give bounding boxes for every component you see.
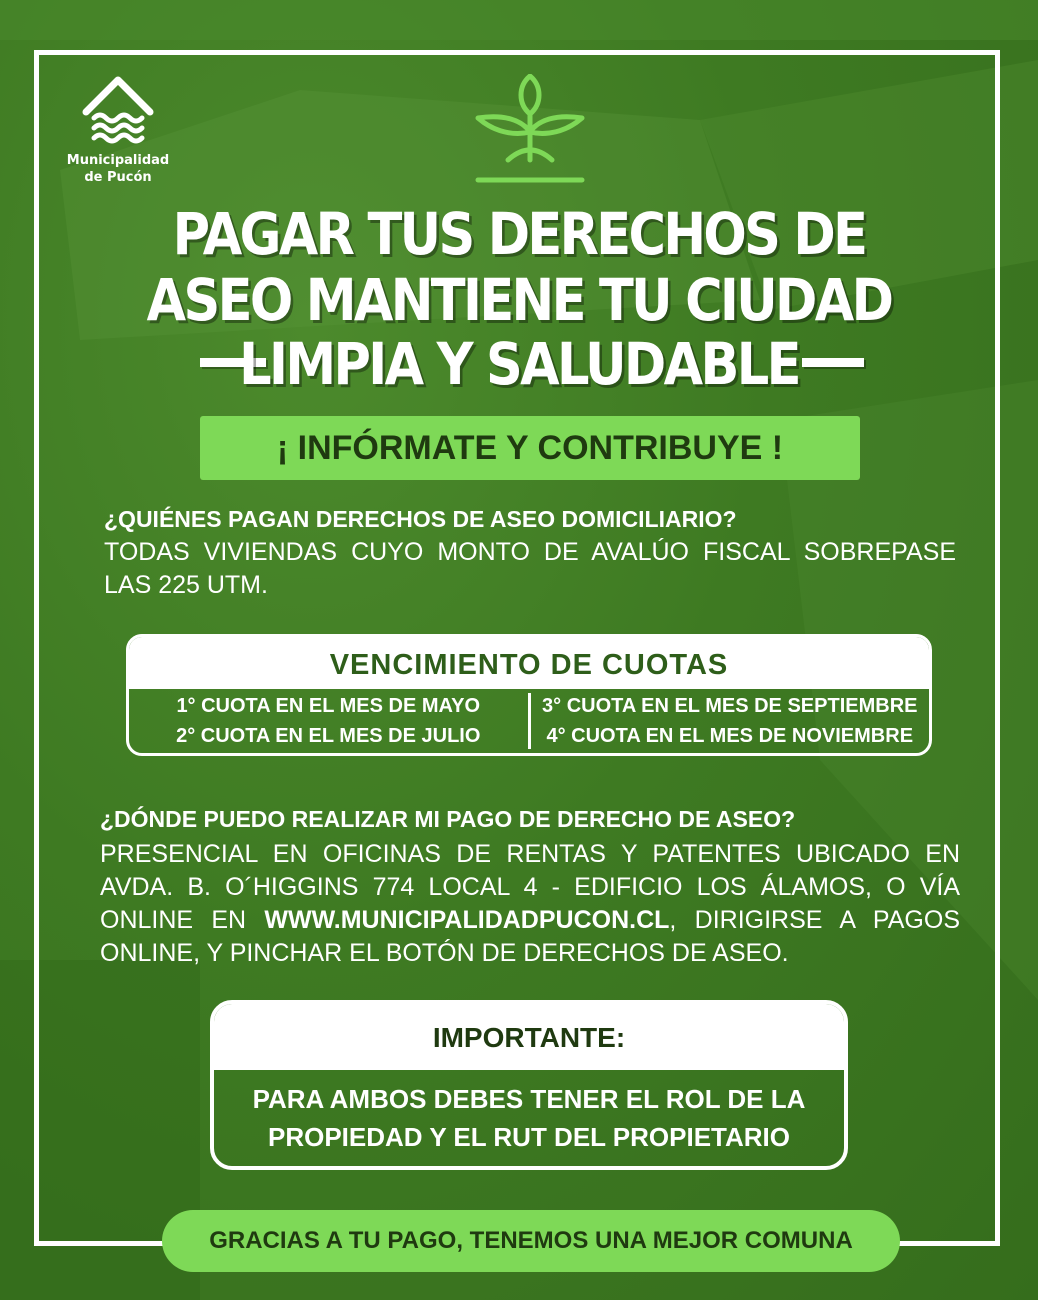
municipality-logo bbox=[58, 72, 178, 186]
due-dates-card bbox=[126, 634, 932, 756]
who-pays-question: ¿QUIÉNES PAGAN DERECHOS DE ASEO DOMICILIARIO? bbox=[104, 506, 737, 532]
where-pay-question: ¿DÓNDE PUEDO REALIZAR MI PAGO DE DERECHO DE ASEO? bbox=[100, 806, 796, 832]
headline-line-3: LIMPIA Y SALUDABLE bbox=[239, 330, 799, 398]
logo-name-line2: de Pucón bbox=[84, 170, 152, 185]
municipality-website-link[interactable]: WWW.MUNICIPALIDADPUCON.CL bbox=[264, 906, 670, 934]
where-pay-answer-part2: , DIRIGIRSE A PAGOS ONLINE, Y PINCHAR EL BOTÓN DE DERECHOS DE ASEO. bbox=[100, 906, 960, 967]
important-box bbox=[210, 1000, 848, 1170]
sprout-icon bbox=[474, 74, 586, 186]
where-pay-answer-part1: PRESENCIAL EN OFICINAS DE RENTAS Y PATENTES UBICADO EN AVDA. B. O´HIGGINS 774 LOCAL 4 - EDIFICIO LOS ÁLAMOS, O VÍA ONLINE EN bbox=[100, 840, 960, 934]
municipal-house-waves-logo-icon bbox=[80, 72, 156, 148]
important-line-2: PROPIEDAD Y EL RUT DEL PROPIETARIO bbox=[267, 1122, 791, 1152]
due-date-item: 2° CUOTA EN EL MES DE JULIO bbox=[176, 725, 481, 747]
where-pay-answer bbox=[100, 838, 960, 970]
due-date-item: 3° CUOTA EN EL MES DE SEPTIEMBRE bbox=[542, 695, 918, 717]
who-pays-answer: TODAS VIVIENDAS CUYO MONTO DE AVALÚO FISCAL SOBREPASE LAS 225 UTM. bbox=[104, 538, 956, 599]
important-line-1: PARA AMBOS DEBES TENER EL ROL DE LA bbox=[252, 1084, 806, 1114]
due-dates-title: VENCIMIENTO DE CUOTAS bbox=[129, 637, 929, 689]
headline-line-1: PAGAR TUS DERECHOS DE bbox=[172, 200, 866, 268]
due-dates-column-left bbox=[129, 689, 528, 753]
inform-contribute-banner: ¡ INFÓRMATE Y CONTRIBUYE ! bbox=[200, 416, 860, 480]
headline-line-2: ASEO MANTIENE TU CIUDAD bbox=[146, 266, 892, 334]
due-date-item: 4° CUOTA EN EL MES DE NOVIEMBRE bbox=[546, 725, 914, 747]
due-date-item: 1° CUOTA EN EL MES DE MAYO bbox=[176, 695, 481, 717]
thanks-footer-banner: GRACIAS A TU PAGO, TENEMOS UNA MEJOR COMUNA bbox=[162, 1210, 900, 1272]
due-dates-column-right bbox=[531, 689, 930, 753]
important-title: IMPORTANTE: bbox=[214, 1004, 844, 1070]
logo-name-line1: Municipalidad bbox=[66, 153, 170, 168]
headline-dash-right bbox=[802, 358, 864, 367]
